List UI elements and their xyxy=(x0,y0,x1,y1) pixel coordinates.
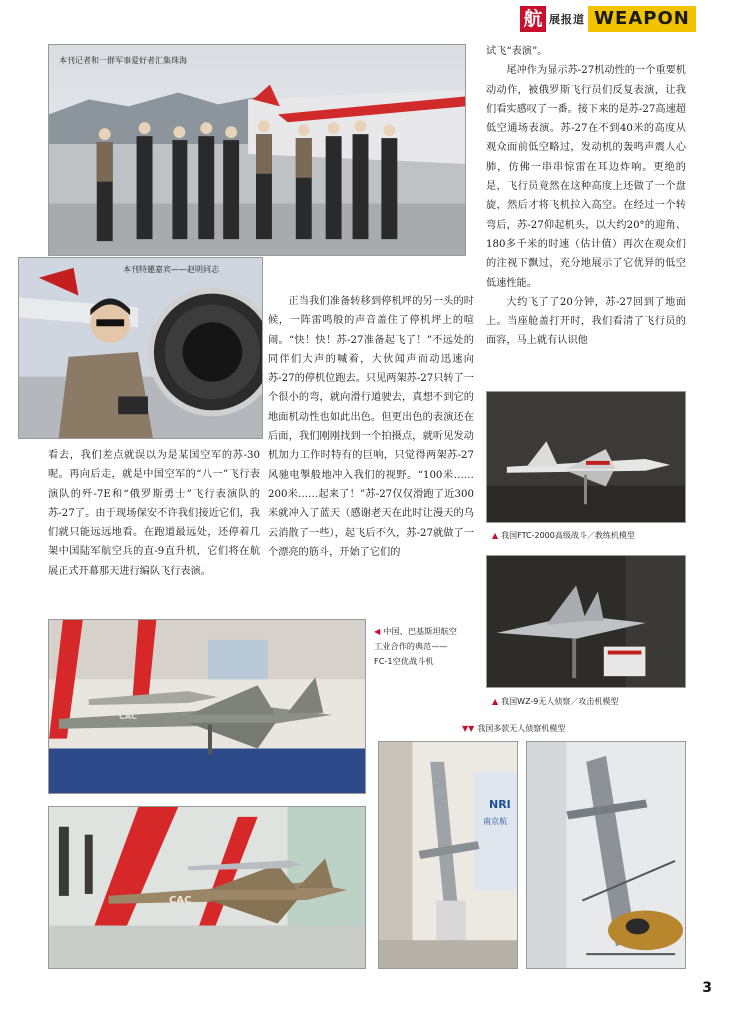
article-paragraph: 尾冲作为显示苏-27机动性的一个重要机动动作，被俄罗斯飞行员们反复表演，让我们看实感叹了一番。接下来的是苏-27高速超低空通场表演。苏-27在不到40米的高度从观众面前低空略过，发动机的轰鸣声震人心肺，仿佛一串串惊雷在耳边炸响。更绝的是，飞行员竟然在这种高度上还做了一个盘旋，然后才将飞机拉入高空。在经过一个转弯后，苏-27仰起机头，以大约20°的迎角、180多千米的时速（估计值）再次在观众们的注视下飘过，充分地展示了它优异的低空低速性能。 xyxy=(486,65,686,289)
article-column-2 xyxy=(486,42,686,351)
group-photo-caption: 本刊记者和一群军事爱好者汇集珠海 xyxy=(59,56,187,65)
article-paragraph: 看去，我们差点就误以为是某国空军的苏-30呢。再向后走，就是中国空军的“八一”飞行表演队的歼-7E和“俄罗斯勇士”飞行表演队的苏-27了。由于现场保安不许我们接近它们，我们就只能远远地看。在跑道最远处，还停着几架中国陆军航空兵的直-9直升机，它们将在航展正式开幕那天进行编队飞行表演。 xyxy=(48,450,260,577)
caption-marker-icon: ▲ xyxy=(492,697,499,706)
article-paragraph: 正当我们准备转移到停机坪的另一头的时候，一阵雷鸣般的声音盖住了停机坪上的喧闹。“快！快！苏-27准备起飞了！”不远处的同伴们大声的喊着，大伙闻声而动迅速向苏-27的停机位跑去。只见两架苏-27只转了一个很小的弯，就向滑行道驶去，真想不到它的地面机动性也如此出色。但更出色的表演还在后面，我们刚刚找到一个拍摄点，就听见发动机加力工作时特有的巨响，只觉得两架苏-27风驰电掣般地冲入我们的视野。“100米……200米……起来了！”苏-27仅仅滑跑了近300米就冲入了蓝天（感谢老天在此时让漫天的乌云消散了一些），起飞后不久，苏-27就做了一个漂亮的筋斗，开始了它们的 xyxy=(268,296,474,558)
ftc2000-caption: ▲ 我国FTC-2000高级战斗／教练机模型 xyxy=(492,531,635,540)
fc1-caption: ◀ 中国、巴基斯坦航空工业合作的典范——FC-1空优战斗机 xyxy=(374,626,457,666)
wz9-caption: ▲ 我国WZ-9无人侦察／攻击机模型 xyxy=(492,697,619,706)
article-column-left xyxy=(48,446,260,581)
section-header xyxy=(520,6,696,32)
ftc2000-model-photo xyxy=(486,391,686,523)
magazine-brand: WEAPON xyxy=(588,6,696,32)
portrait-caption: 本刊特邀嘉宾——赵明同志 xyxy=(123,265,219,274)
cac-jet-model-marking: CAC xyxy=(169,895,192,906)
fc1-model-marking: CAC xyxy=(119,712,137,721)
caption-marker-icon: ◀ xyxy=(374,626,381,636)
uav-caption: ▼▼ 我国多款无人侦察机模型 xyxy=(462,724,566,733)
cac-jet-model-photo xyxy=(48,806,366,969)
article-column-1 xyxy=(268,292,474,562)
wz9-model-photo xyxy=(486,555,686,688)
nanjing-banner-text: 南京航 xyxy=(483,817,507,826)
caption-marker-icon: ▲ xyxy=(492,531,499,540)
section-glyph: 航 xyxy=(520,6,546,32)
uav-model-photo-b xyxy=(526,741,686,969)
caption-marker-icon: ▼▼ xyxy=(462,724,475,733)
group-photo xyxy=(48,44,466,256)
section-label: 展报道 xyxy=(549,13,585,26)
fc1-model-photo xyxy=(48,619,366,794)
portrait-photo xyxy=(18,257,263,439)
page-number: 3 xyxy=(702,980,712,996)
uav-model-photo-a xyxy=(378,741,518,969)
article-paragraph: 试飞“表演”。 xyxy=(486,46,548,57)
article-paragraph: 大约飞了了20分钟，苏-27回到了地面上。当座舱盖打开时，我们看清了飞行员的面容，马上就有认识他 xyxy=(486,296,686,347)
nri-banner-text: NRI xyxy=(489,798,511,811)
